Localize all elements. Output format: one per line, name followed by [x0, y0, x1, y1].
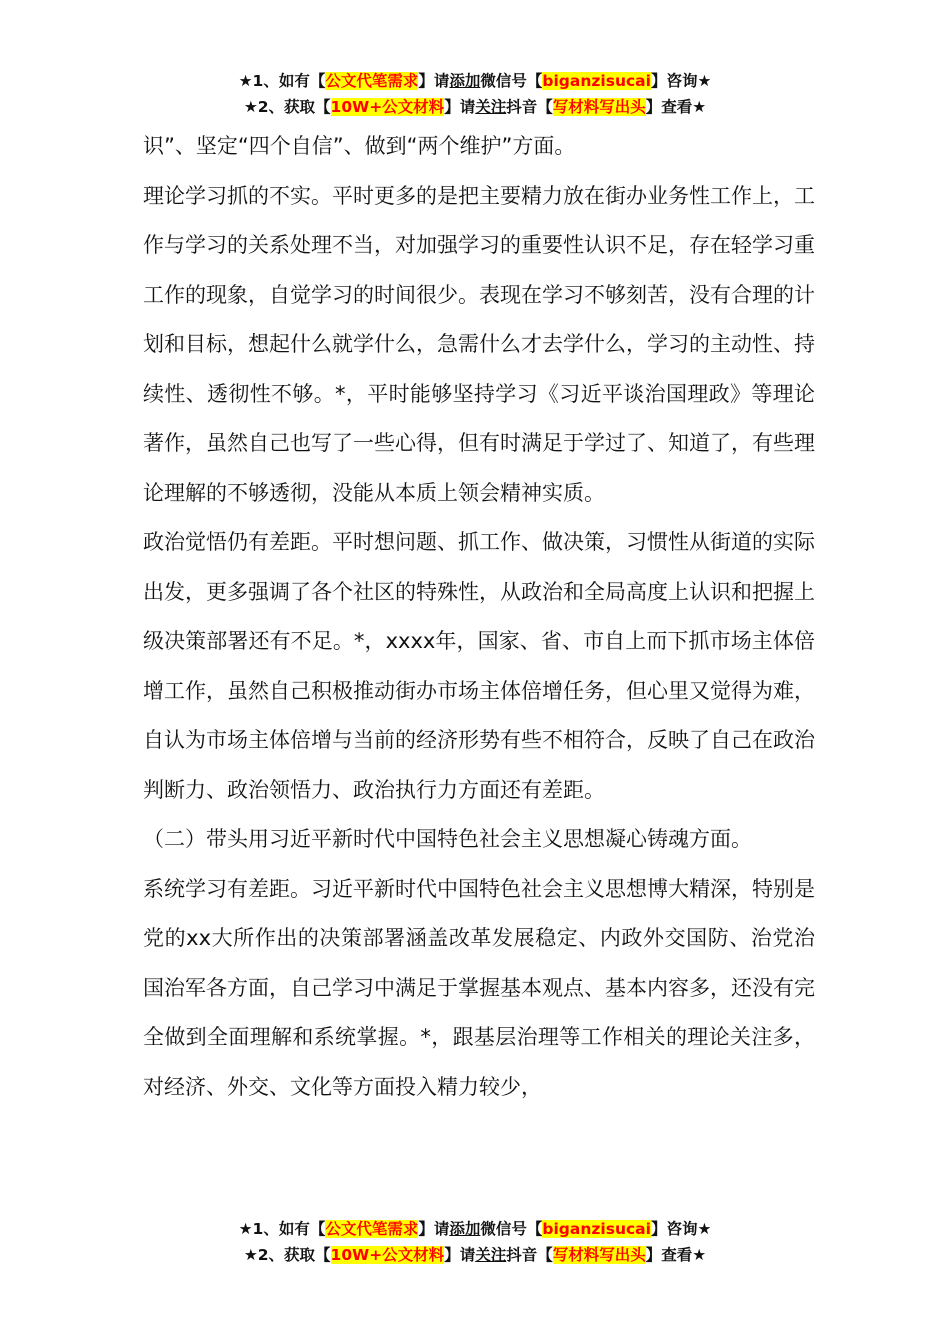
ad-line-2 — [0, 1242, 950, 1268]
ad-line-2-mid2: 抖音【 — [506, 98, 553, 116]
ad-line-2-highlight-douyin: 写材料写出头 — [552, 98, 646, 116]
ad-line-1-suffix: 】咨询★ — [650, 1220, 712, 1238]
ad-line-1-suffix: 】咨询★ — [650, 72, 712, 90]
paragraph-systematic-study: 系统学习有差距。习近平新时代中国特色社会主义思想博大精深，特别是党的xx大所作出的决策部署涵盖改革发展稳定、内政外交国防、治党治国治军各方面，自己学习中满足于掌握基本观点、基本内容多，还没有完全做到全面理解和系统掌握。*，跟基层治理等工作相关的理论关注多，对经济、外交、文化等方面投入精力较少， — [143, 876, 815, 1099]
ad-line-2-mid2: 抖音【 — [506, 1246, 553, 1264]
ad-line-1-emphasis: 添加 — [449, 1220, 481, 1238]
paragraph-theory-study: 理论学习抓的不实。平时更多的是把主要精力放在街办业务性工作上，工作与学习的关系处理不当，对加强学习的重要性认识不足，存在轻学习重工作的现象，自觉学习的时间很少。表现在学习不够刻苦，没有合理的计划和目标，想起什么就学什么，急需什么才去学什么，学习的主动性、持续性、透彻性不够。*，平时能够坚持学习《习近平谈治国理政》等理论著作，虽然自己也写了一些心得，但有时满足于学过了、知道了，有些理论理解的不够透彻，没能从本质上领会精神实质。 — [143, 183, 815, 505]
ad-line-2 — [0, 94, 950, 120]
ad-line-2-emphasis: 关注 — [475, 98, 507, 116]
document-body — [143, 122, 815, 1112]
paragraph-continuation: 识”、坚定“四个自信”、做到“两个维护”方面。 — [143, 134, 576, 158]
paragraph-political-awareness: 政治觉悟仍有差距。平时想问题、抓工作、做决策，习惯性从街道的实际出发，更多强调了各个社区的特殊性，从政治和全局高度上认识和把握上级决策部署还有不足。*，xxxx年，国家、省、市自上而下抓市场主体倍增工作，虽然自己积极推动街办市场主体倍增任务，但心里又觉得为难，自认为市场主体倍增与当前的经济形势有些不相符合，反映了自己在政治判断力、政治领悟力、政治执行力方面还有差距。 — [143, 530, 815, 802]
ad-line-2-prefix: ★2、获取【 — [243, 1246, 331, 1264]
ad-line-2-suffix: 】查看★ — [645, 1246, 707, 1264]
ad-line-1 — [0, 68, 950, 94]
ad-line-2-emphasis: 关注 — [475, 1246, 507, 1264]
ad-line-1-emphasis: 添加 — [449, 72, 481, 90]
ad-line-1-mid2: 微信号【 — [480, 1220, 543, 1238]
ad-line-2-mid: 】请 — [444, 98, 476, 116]
ad-line-1-mid2: 微信号【 — [480, 72, 543, 90]
ad-line-1-mid: 】请 — [418, 72, 450, 90]
top-ad-banner — [0, 68, 950, 120]
ad-line-2-mid: 】请 — [444, 1246, 476, 1264]
ad-line-2-prefix: ★2、获取【 — [243, 98, 331, 116]
ad-line-1-highlight-service: 公文代笔需求 — [325, 72, 419, 90]
ad-line-1-highlight-service: 公文代笔需求 — [325, 1220, 419, 1238]
ad-line-2-highlight-douyin: 写材料写出头 — [552, 1246, 646, 1264]
ad-line-1 — [0, 1216, 950, 1242]
ad-line-1-prefix: ★1、如有【 — [238, 1220, 326, 1238]
ad-line-2-highlight-materials: 10W+公文材料 — [330, 1246, 445, 1264]
ad-line-2-highlight-materials: 10W+公文材料 — [330, 98, 445, 116]
ad-line-1-prefix: ★1、如有【 — [238, 72, 326, 90]
ad-line-1-highlight-wechat: biganzisucai — [542, 72, 651, 90]
ad-line-1-mid: 】请 — [418, 1220, 450, 1238]
ad-line-2-suffix: 】查看★ — [645, 98, 707, 116]
bottom-ad-banner — [0, 1216, 950, 1268]
section-heading-2: （二）带头用习近平新时代中国特色社会主义思想凝心铸魂方面。 — [143, 827, 752, 851]
ad-line-1-highlight-wechat: biganzisucai — [542, 1220, 651, 1238]
